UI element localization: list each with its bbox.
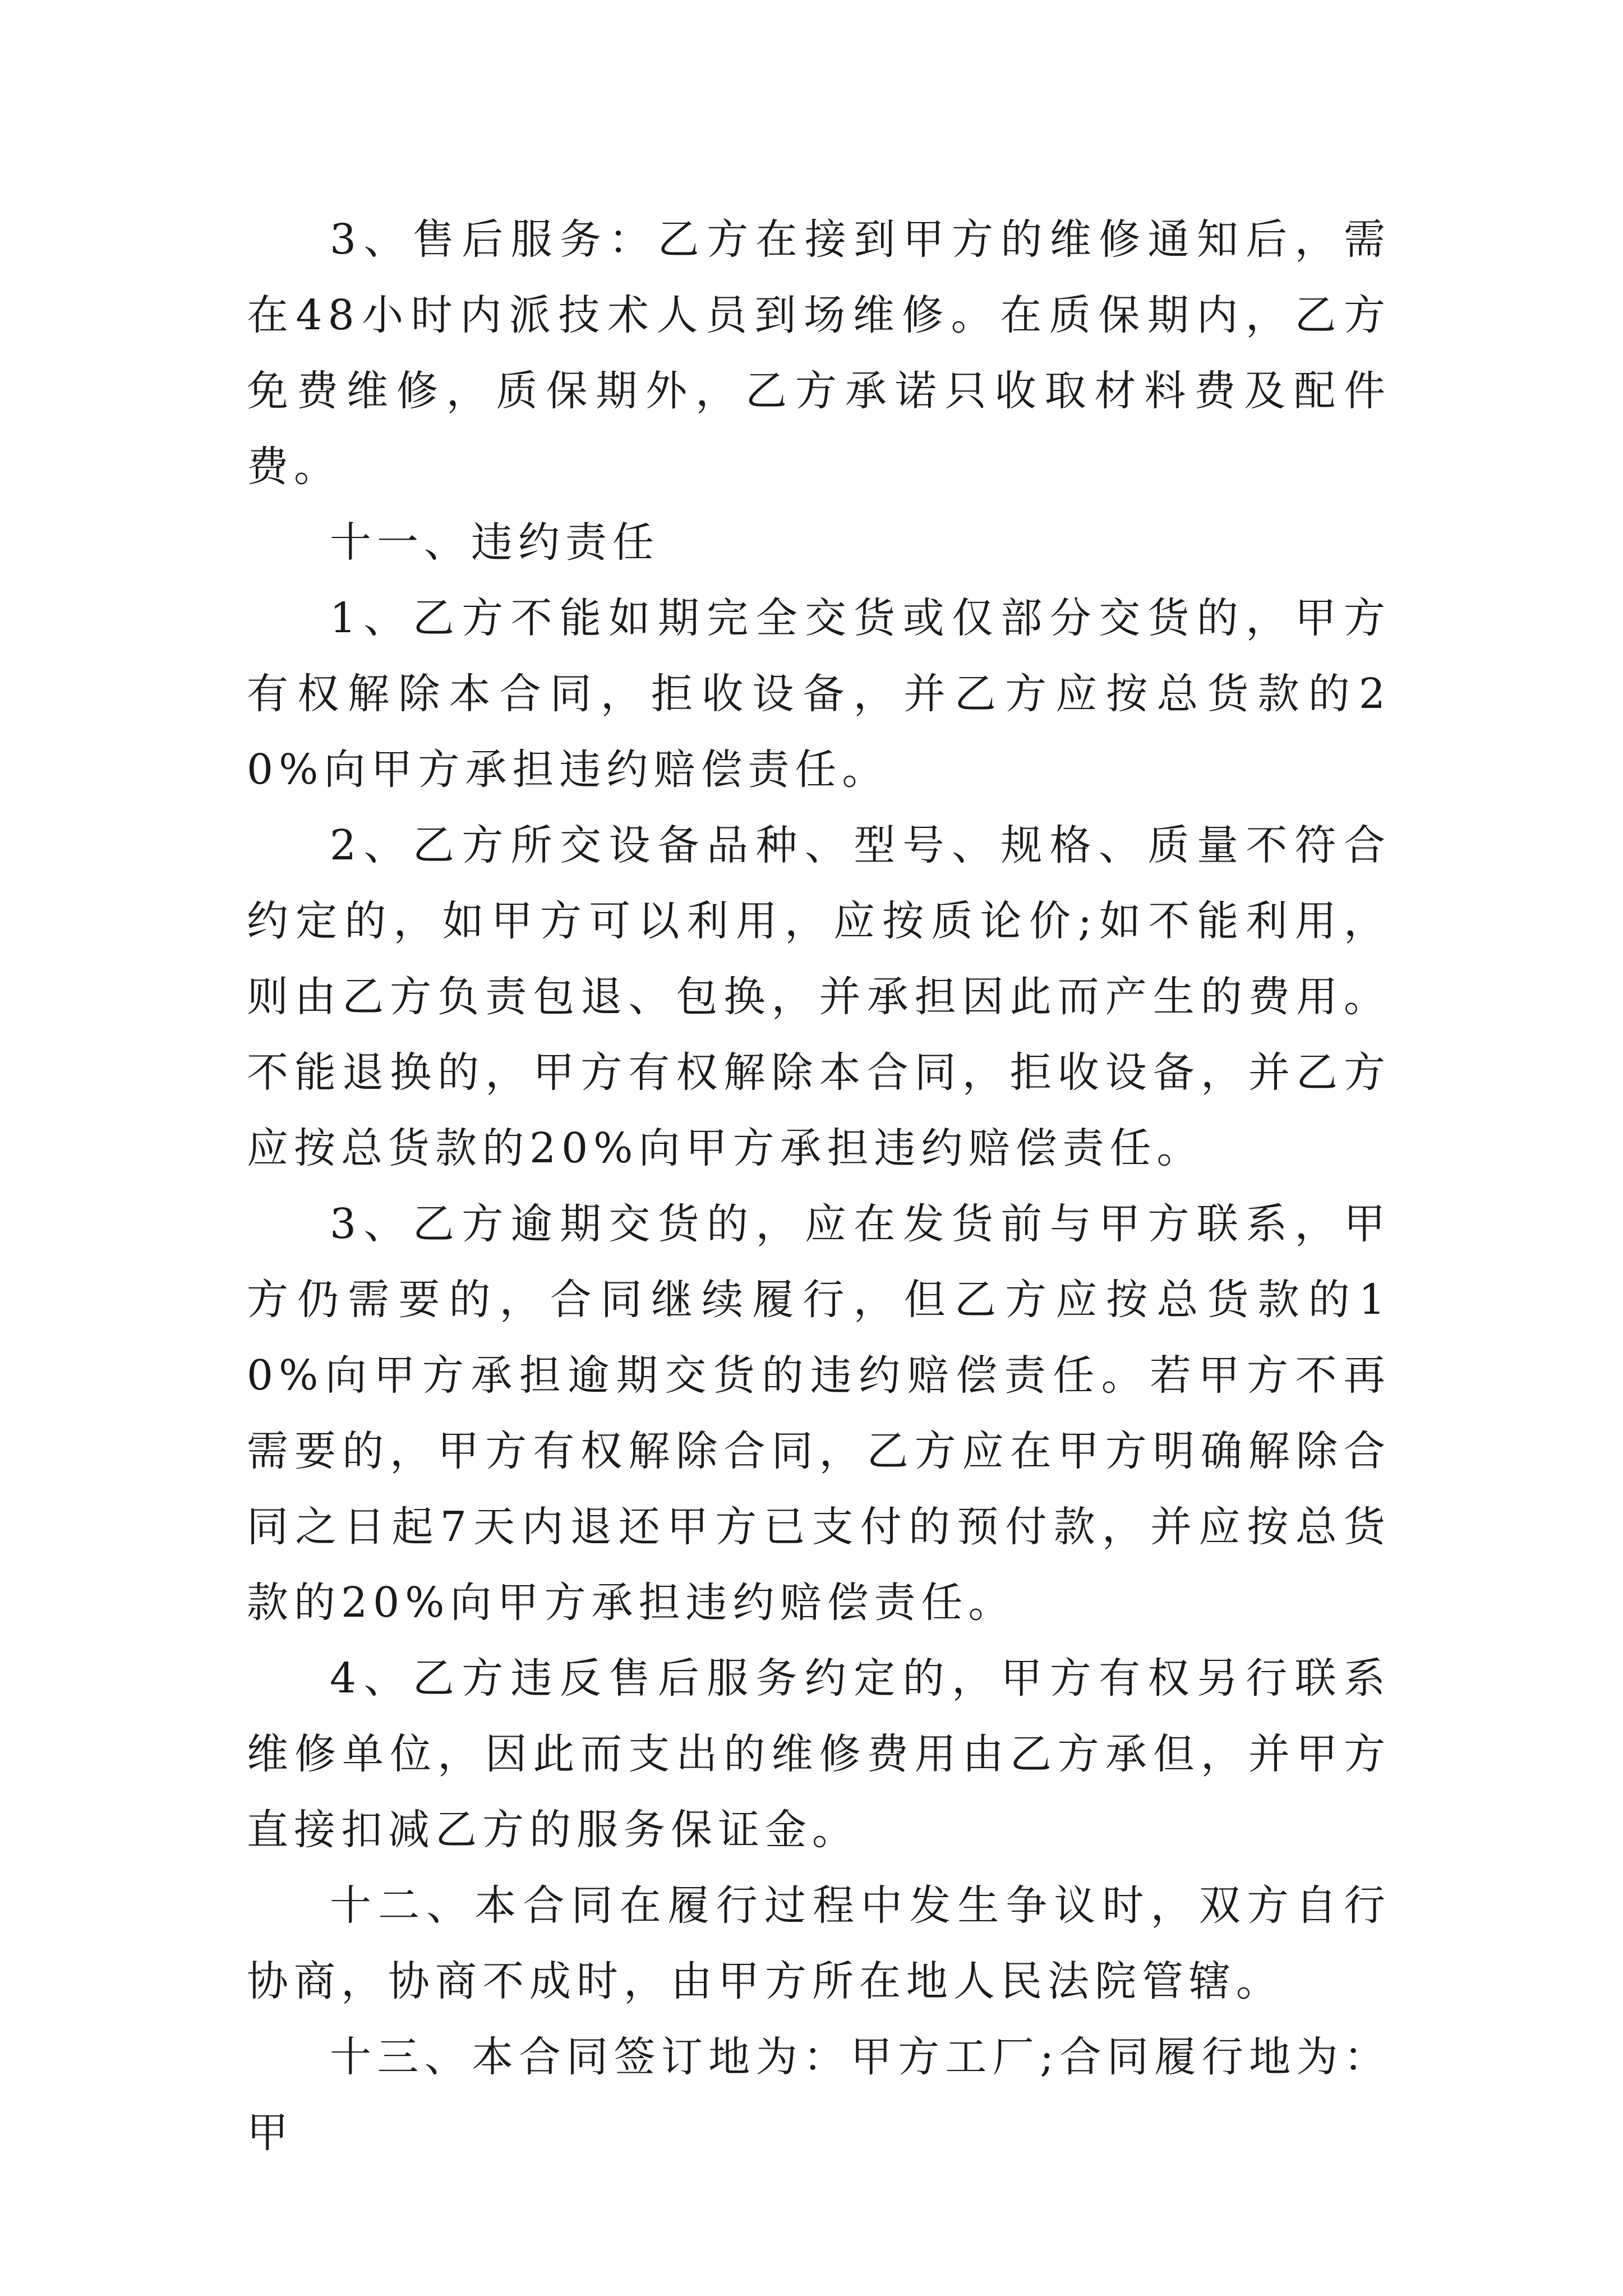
paragraph-breach-clause-1: 1、乙方不能如期完全交货或仅部分交货的，甲方有权解除本合同，拒收设备，并乙方应按总货款的20%向甲方承担违约赔偿责任。 (247, 594, 1391, 794)
paragraph-breach-clause-3: 3、乙方逾期交货的，应在发货前与甲方联系，甲方仍需要的，合同继续履行，但乙方应按总货款的10%向甲方承担逾期交货的违约赔偿责任。若甲方不再需要的，甲方有权解除合同，乙方应在甲方明确解除合同之日起7天内退还甲方已支付的预付款，并应按总货款的20%向甲方承担违约赔偿责任。 (247, 1200, 1391, 1627)
paragraph-breach-clause-4: 4、乙方违反售后服务约定的，甲方有权另行联系维修单位，因此而支出的维修费用由乙方承但，并甲方直接扣减乙方的服务保证金。 (247, 1654, 1391, 1854)
paragraph-breach-clause-2: 2、乙方所交设备品种、型号、规格、质量不符合约定的，如甲方可以利用，应按质论价;如不能利用，则由乙方负责包退、包换，并承担因此而产生的费用。不能退换的，甲方有权解除本合同，拒收设备，并乙方应按总货款的20%向甲方承担违约赔偿责任。 (247, 821, 1391, 1172)
paragraph-after-sales-service: 3、售后服务：乙方在接到甲方的维修通知后，需在48小时内派技术人员到场维修。在质保期内，乙方免费维修，质保期外，乙方承诺只收取材料费及配件费。 (247, 215, 1391, 491)
paragraph-signing-location: 十三、本合同签订地为：甲方工厂;合同履行地为：甲 (247, 2033, 1391, 2157)
document-body (247, 202, 1391, 2171)
section-heading-breach-liability: 十一、违约责任 (330, 518, 660, 567)
paragraph-dispute-resolution: 十二、本合同在履行过程中发生争议时，双方自行协商，协商不成时，由甲方所在地人民法院管辖。 (247, 1881, 1391, 2005)
